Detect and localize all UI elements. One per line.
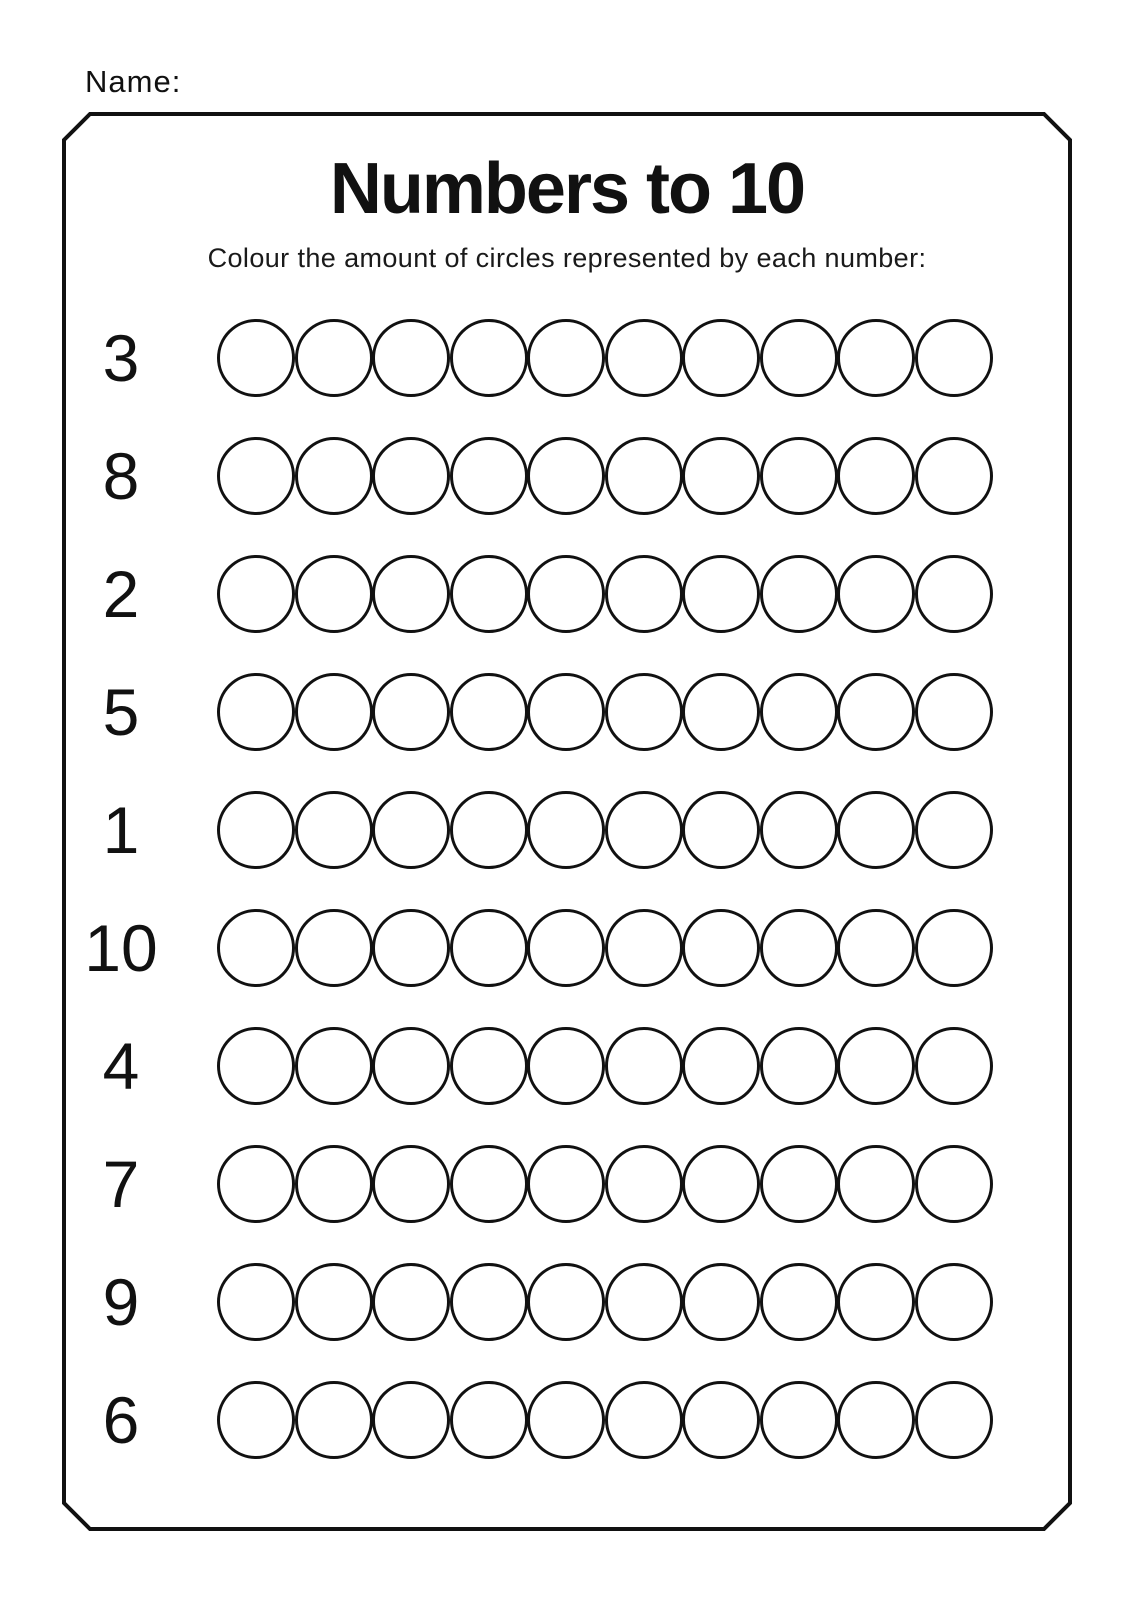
worksheet-row — [0, 1243, 1131, 1361]
colourable-circle[interactable] — [295, 555, 373, 633]
colourable-circle[interactable] — [837, 909, 915, 987]
colourable-circle[interactable] — [217, 1145, 295, 1223]
colourable-circle[interactable] — [837, 1027, 915, 1105]
colourable-circle[interactable] — [450, 1145, 528, 1223]
colourable-circle[interactable] — [605, 1145, 683, 1223]
colourable-circle[interactable] — [372, 909, 450, 987]
colourable-circle[interactable] — [295, 1263, 373, 1341]
colourable-circle[interactable] — [760, 791, 838, 869]
colourable-circle[interactable] — [682, 319, 760, 397]
colourable-circle[interactable] — [217, 673, 295, 751]
circles-strip — [217, 1381, 993, 1459]
worksheet-row — [0, 1361, 1131, 1479]
circles-strip — [217, 319, 993, 397]
colourable-circle[interactable] — [450, 1381, 528, 1459]
colourable-circle[interactable] — [682, 791, 760, 869]
worksheet-row — [0, 889, 1131, 1007]
colourable-circle[interactable] — [682, 1145, 760, 1223]
colourable-circle[interactable] — [372, 1381, 450, 1459]
colourable-circle[interactable] — [682, 673, 760, 751]
colourable-circle[interactable] — [760, 1263, 838, 1341]
colourable-circle[interactable] — [915, 1145, 993, 1223]
circles-strip — [217, 555, 993, 633]
colourable-circle[interactable] — [450, 791, 528, 869]
row-number: 1 — [102, 793, 140, 867]
colourable-circle[interactable] — [605, 1381, 683, 1459]
colourable-circle[interactable] — [760, 1381, 838, 1459]
colourable-circle[interactable] — [837, 1145, 915, 1223]
colourable-circle[interactable] — [295, 909, 373, 987]
colourable-circle[interactable] — [682, 909, 760, 987]
row-number: 4 — [102, 1029, 140, 1103]
colourable-circle[interactable] — [217, 909, 295, 987]
colourable-circle[interactable] — [450, 673, 528, 751]
colourable-circle[interactable] — [760, 1027, 838, 1105]
number-rows-container — [0, 299, 1131, 1479]
colourable-circle[interactable] — [527, 909, 605, 987]
colourable-circle[interactable] — [217, 1381, 295, 1459]
worksheet-row — [0, 1125, 1131, 1243]
colourable-circle[interactable] — [915, 791, 993, 869]
colourable-circle[interactable] — [605, 909, 683, 987]
row-number: 8 — [102, 439, 140, 513]
worksheet-row — [0, 535, 1131, 653]
row-number: 2 — [102, 557, 140, 631]
row-number: 9 — [102, 1265, 140, 1339]
colourable-circle[interactable] — [837, 1263, 915, 1341]
colourable-circle[interactable] — [605, 437, 683, 515]
worksheet-row — [0, 299, 1131, 417]
colourable-circle[interactable] — [450, 437, 528, 515]
colourable-circle[interactable] — [217, 1263, 295, 1341]
colourable-circle[interactable] — [682, 555, 760, 633]
worksheet-row — [0, 653, 1131, 771]
colourable-circle[interactable] — [372, 437, 450, 515]
colourable-circle[interactable] — [372, 673, 450, 751]
colourable-circle[interactable] — [527, 1027, 605, 1105]
colourable-circle[interactable] — [372, 1263, 450, 1341]
colourable-circle[interactable] — [217, 791, 295, 869]
colourable-circle[interactable] — [372, 1027, 450, 1105]
colourable-circle[interactable] — [605, 673, 683, 751]
name-label: Name: — [85, 64, 182, 99]
colourable-circle[interactable] — [295, 319, 373, 397]
circles-strip — [217, 1027, 993, 1105]
colourable-circle[interactable] — [605, 1263, 683, 1341]
instruction-text: Colour the amount of circles represented by each number: — [207, 243, 927, 273]
row-number: 7 — [102, 1147, 140, 1221]
page-title: Numbers to 10 — [329, 149, 805, 229]
colourable-circle[interactable] — [837, 555, 915, 633]
row-number: 10 — [84, 911, 158, 985]
colourable-circle[interactable] — [527, 319, 605, 397]
colourable-circle[interactable] — [915, 1263, 993, 1341]
colourable-circle[interactable] — [605, 555, 683, 633]
row-number: 6 — [102, 1383, 140, 1457]
colourable-circle[interactable] — [760, 555, 838, 633]
colourable-circle[interactable] — [372, 555, 450, 633]
worksheet-row — [0, 417, 1131, 535]
circles-strip — [217, 791, 993, 869]
circles-strip — [217, 437, 993, 515]
colourable-circle[interactable] — [915, 555, 993, 633]
worksheet-row — [0, 771, 1131, 889]
colourable-circle[interactable] — [760, 909, 838, 987]
circles-strip — [217, 673, 993, 751]
colourable-circle[interactable] — [295, 1381, 373, 1459]
colourable-circle[interactable] — [527, 1263, 605, 1341]
colourable-circle[interactable] — [682, 1381, 760, 1459]
colourable-circle[interactable] — [605, 319, 683, 397]
colourable-circle[interactable] — [837, 319, 915, 397]
colourable-circle[interactable] — [915, 1027, 993, 1105]
colourable-circle[interactable] — [915, 437, 993, 515]
colourable-circle[interactable] — [682, 1263, 760, 1341]
colourable-circle[interactable] — [605, 791, 683, 869]
colourable-circle[interactable] — [915, 319, 993, 397]
colourable-circle[interactable] — [450, 555, 528, 633]
colourable-circle[interactable] — [837, 791, 915, 869]
row-number: 3 — [102, 321, 140, 395]
colourable-circle[interactable] — [217, 319, 295, 397]
colourable-circle[interactable] — [760, 437, 838, 515]
colourable-circle[interactable] — [372, 791, 450, 869]
colourable-circle[interactable] — [527, 1145, 605, 1223]
colourable-circle[interactable] — [450, 909, 528, 987]
colourable-circle[interactable] — [295, 1027, 373, 1105]
colourable-circle[interactable] — [527, 673, 605, 751]
colourable-circle[interactable] — [837, 1381, 915, 1459]
colourable-circle[interactable] — [682, 1027, 760, 1105]
colourable-circle[interactable] — [760, 673, 838, 751]
colourable-circle[interactable] — [295, 791, 373, 869]
colourable-circle[interactable] — [837, 437, 915, 515]
circles-strip — [217, 1263, 993, 1341]
colourable-circle[interactable] — [217, 437, 295, 515]
colourable-circle[interactable] — [372, 1145, 450, 1223]
colourable-circle[interactable] — [295, 673, 373, 751]
colourable-circle[interactable] — [915, 1381, 993, 1459]
colourable-circle[interactable] — [760, 319, 838, 397]
colourable-circle[interactable] — [217, 555, 295, 633]
colourable-circle[interactable] — [760, 1145, 838, 1223]
colourable-circle[interactable] — [295, 1145, 373, 1223]
colourable-circle[interactable] — [527, 437, 605, 515]
colourable-circle[interactable] — [527, 555, 605, 633]
colourable-circle[interactable] — [527, 1381, 605, 1459]
row-number: 5 — [102, 675, 140, 749]
colourable-circle[interactable] — [682, 437, 760, 515]
colourable-circle[interactable] — [217, 1027, 295, 1105]
colourable-circle[interactable] — [915, 673, 993, 751]
colourable-circle[interactable] — [837, 673, 915, 751]
colourable-circle[interactable] — [295, 437, 373, 515]
colourable-circle[interactable] — [372, 319, 450, 397]
colourable-circle[interactable] — [527, 791, 605, 869]
circles-strip — [217, 909, 993, 987]
colourable-circle[interactable] — [605, 1027, 683, 1105]
colourable-circle[interactable] — [450, 1263, 528, 1341]
colourable-circle[interactable] — [450, 319, 528, 397]
colourable-circle[interactable] — [450, 1027, 528, 1105]
worksheet-row — [0, 1007, 1131, 1125]
colourable-circle[interactable] — [915, 909, 993, 987]
circles-strip — [217, 1145, 993, 1223]
